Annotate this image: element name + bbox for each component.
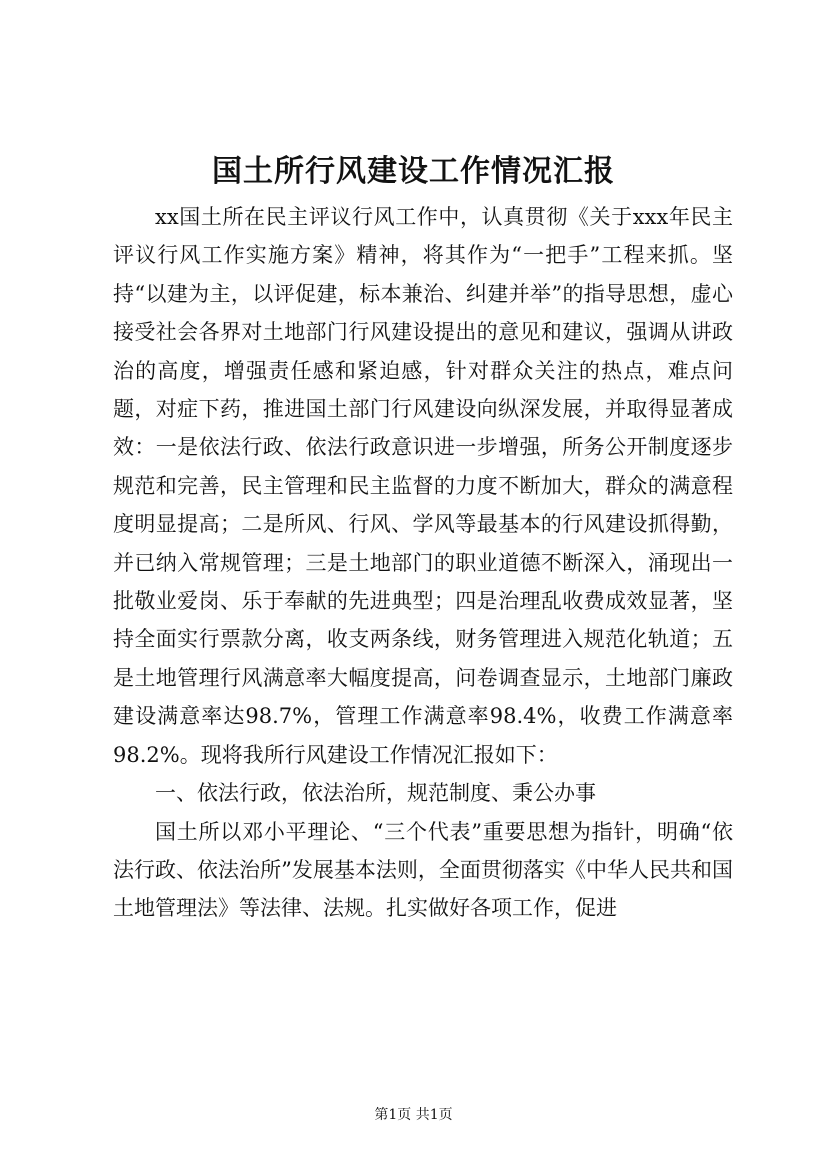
paragraph-intro: xx国土所在民主评议行风工作中，认真贯彻《关于xxx年民主评议行风工作实施方案》精神，将其作为“一把手”工程来抓。坚持“以建为主，以评促建，标本兼治、纠建并举”的指导思想，虚心接受社会各界对土地部门行风建设提出的意见和建议，强调从讲政治的高度，增强责任感和紧迫感，针对群众关注的热点，难点问题，对症下药，推进国土部门行风建设向纵深发展，并取得显著成效：一是依法行政、依法行政意识进一步增强，所务公开制度逐步规范和完善，民主管理和民主监督的力度不断加大，群众的满意程度明显提高；二是所风、行风、学风等最基本的行风建设抓得勤，并已纳入常规管理；三是土地部门的职业道德不断深入，涌现出一批敬业爱岗、乐于奉献的先进典型；四是治理乱收费成效显著，坚持全面实行票款分离，收支两条线，财务管理进入规范化轨道；五是土地管理行风满意率大幅度提高，问卷调查显示，土地部门廉政建设满意率达98.7%，管理工作满意率98.4%，收费工作满意率98.2%。现将我所行风建设工作情况汇报如下： <box>113 205 733 767</box>
page-footer: 第1页 共1页 <box>374 1107 453 1123</box>
document-title: 国土所行风建设工作情况汇报 <box>212 154 615 189</box>
section-heading-1: 一、依法行政，依法治所，规范制度、秉公办事 <box>155 781 596 806</box>
document-body <box>113 198 733 928</box>
paragraph-section-1: 国土所以邓小平理论、“三个代表”重要思想为指针，明确“依法行政、依法治所”发展基本法则，全面贯彻落实《中华人民共和国土地管理法》等法律、法规。扎实做好各项工作，促进 <box>113 819 733 921</box>
